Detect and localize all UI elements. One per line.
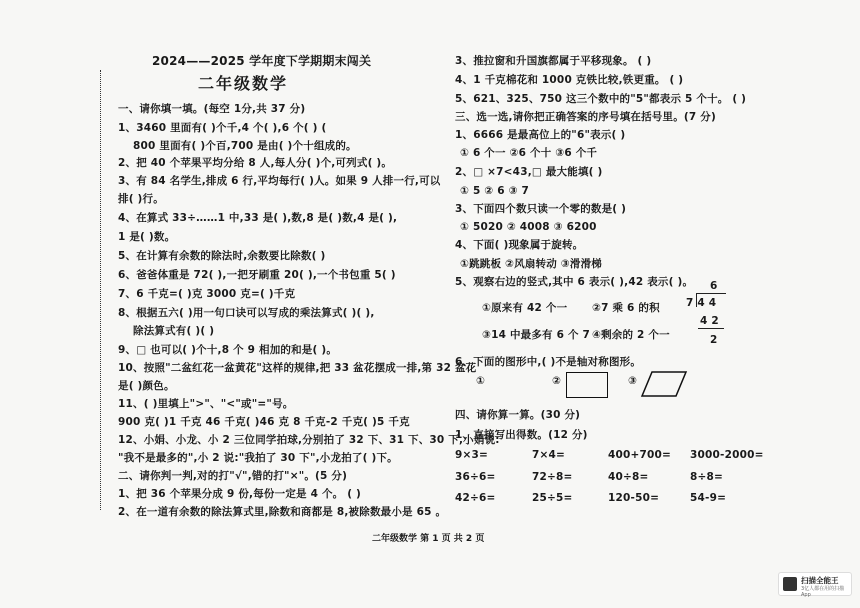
division-dividend: 7 4 4 bbox=[686, 297, 717, 309]
choice-6: 6、下面的图形中,( )不是轴对称图形。 bbox=[455, 356, 642, 368]
calc-cell: 42÷6= bbox=[455, 492, 496, 504]
question-9: 9、□ 也可以( )个十,8 个 9 相加的和是( )。 bbox=[118, 344, 338, 356]
subject-title: 二年级数学 bbox=[198, 74, 289, 93]
judge-2: 2、在一道有余数的除法算式里,除数和商都是 8,被除数最小是 65 。 bbox=[118, 506, 447, 518]
question-4a: 4、在算式 33÷……1 中,33 是( ),数,8 是( )数,4 是( ), bbox=[118, 212, 398, 224]
shape-option-2-label: ② bbox=[552, 375, 562, 387]
option-1-shape-icon bbox=[488, 372, 528, 392]
shape-option-1-label: ① bbox=[476, 375, 486, 387]
judge-1: 1、把 36 个苹果分成 9 份,每份一定是 4 个。 ( ) bbox=[118, 488, 362, 500]
question-12a: 12、小娟、小龙、小 2 三位同学拍球,分别拍了 32 下、31 下、30 下,小娟说: bbox=[118, 434, 500, 446]
question-7: 7、6 千克=( )克 3000 克=( )千克 bbox=[118, 288, 296, 300]
binding-line bbox=[100, 70, 101, 510]
scanner-badge bbox=[778, 572, 852, 596]
shape-option-3-label: ③ bbox=[628, 375, 638, 387]
calc-cell: 400+700= bbox=[608, 449, 672, 461]
choice-5-option-4: ④剩余的 2 个一 bbox=[592, 329, 670, 341]
question-3a: 3、有 84 名学生,排成 6 行,平均每行( )人。如果 9 人排一行,可以 bbox=[118, 175, 441, 187]
page-footer: 二年级数学 第 1 页 共 2 页 bbox=[372, 534, 485, 544]
question-2: 2、把 40 个苹果平均分给 8 人,每人分( )个,可列式( )。 bbox=[118, 157, 393, 169]
choice-1-options: ① 6 个一 ②6 个十 ③6 个千 bbox=[460, 147, 598, 159]
calc-cell: 25÷5= bbox=[532, 492, 573, 504]
question-12b: "我不是最多的",小 2 说:"我拍了 30 下",小龙拍了( )下。 bbox=[118, 452, 398, 464]
question-1a: 1、3460 里面有( )个千,4 个( ),6 个( ) ( bbox=[118, 122, 327, 134]
calc-cell: 3000-2000= bbox=[690, 449, 764, 461]
choice-2-options: ① 5 ② 6 ③ 7 bbox=[460, 185, 530, 197]
question-8b: 除法算式有( )( ) bbox=[133, 325, 215, 337]
division-product: 4 2 bbox=[700, 315, 719, 327]
choice-3-options: ① 5020 ② 4008 ③ 6200 bbox=[460, 221, 597, 233]
question-4b: 1 是( )数。 bbox=[118, 231, 176, 243]
rectangle-shape-icon bbox=[566, 372, 608, 398]
section-4-heading: 四、请你算一算。(30 分) bbox=[455, 409, 581, 421]
calc-cell: 8÷8= bbox=[690, 471, 724, 483]
question-10a: 10、按照"二盆红花一盆黄花"这样的规律,把 33 盆花摆成一排,第 32 盆花 bbox=[118, 362, 477, 374]
question-8a: 8、根据五六( )用一句口诀可以写成的乘法算式( )( ), bbox=[118, 307, 375, 319]
calc-cell: 9×3= bbox=[455, 449, 489, 461]
scanner-logo-icon bbox=[783, 577, 797, 591]
parallelogram-shape-icon bbox=[640, 370, 688, 398]
section-1-heading: 一、请你填一填。(每空 1分,共 37 分) bbox=[118, 103, 306, 115]
calc-cell: 40÷8= bbox=[608, 471, 649, 483]
calc-cell: 54-9= bbox=[690, 492, 727, 504]
judge-4: 4、1 千克棉花和 1000 克铁比较,铁更重。 ( ) bbox=[455, 74, 684, 86]
judge-3: 3、推拉窗和升国旗都属于平移现象。 ( ) bbox=[455, 55, 652, 67]
division-subtract-line bbox=[698, 328, 724, 329]
choice-4-options: ①跳跳板 ②风扇转动 ③滑滑梯 bbox=[460, 258, 602, 270]
choice-5-option-1: ①原来有 42 个一 bbox=[482, 302, 568, 314]
question-11b: 900 克( )1 千克 46 千克( )46 克 8 千克-2 千克( )5 千克 bbox=[118, 416, 410, 428]
calc-cell: 36÷6= bbox=[455, 471, 496, 483]
question-3b: 排( )行。 bbox=[118, 193, 164, 205]
choice-2: 2、□ ×7<43,□ 最大能填( ) bbox=[455, 166, 603, 178]
calc-cell: 120-50= bbox=[608, 492, 660, 504]
question-5: 5、在计算有余数的除法时,余数要比除数( ) bbox=[118, 250, 326, 262]
choice-3: 3、下面四个数只读一个零的数是( ) bbox=[455, 203, 627, 215]
division-remainder: 2 bbox=[710, 334, 718, 346]
choice-4: 4、下面( )现象属于旋转。 bbox=[455, 239, 584, 251]
choice-5-option-2: ②7 乘 6 的积 bbox=[592, 302, 660, 314]
choice-5: 5、观察右边的竖式,其中 6 表示( ),42 表示( )。 bbox=[455, 276, 694, 288]
scanner-badge-title: 扫描全能王 bbox=[801, 576, 839, 585]
section-2-heading: 二、请你判一判,对的打"√",错的打"×"。(5 分) bbox=[118, 470, 348, 482]
division-bar bbox=[696, 293, 726, 294]
question-11: 11、( )里填上">"、"<"或"="号。 bbox=[118, 398, 294, 410]
calc-cell: 7×4= bbox=[532, 449, 566, 461]
scanner-badge-subtitle: 3亿人都在用的扫描App bbox=[801, 586, 845, 598]
question-10b: 是( )颜色。 bbox=[118, 380, 175, 392]
calc-heading: 1、直接写出得数。(12 分) bbox=[455, 429, 588, 441]
choice-5-option-3: ③14 中最多有 6 个 7 bbox=[482, 329, 591, 341]
choice-1: 1、6666 是最高位上的"6"表示( ) bbox=[455, 129, 626, 141]
section-3-heading: 三、选一选,请你把正确答案的序号填在括号里。(7 分) bbox=[455, 111, 716, 123]
division-quotient: 6 bbox=[710, 280, 718, 292]
question-1b: 800 里面有( )个百,700 是由( )个十组成的。 bbox=[133, 140, 357, 152]
exam-title: 2024——2025 学年度下学期期末闯关 bbox=[152, 54, 372, 68]
judge-5: 5、621、325、750 这三个数中的"5"都表示 5 个十。 ( ) bbox=[455, 93, 747, 105]
question-6: 6、爸爸体重是 72( ),一把牙刷重 20( ),一个书包重 5( ) bbox=[118, 269, 396, 281]
calc-cell: 72÷8= bbox=[532, 471, 573, 483]
